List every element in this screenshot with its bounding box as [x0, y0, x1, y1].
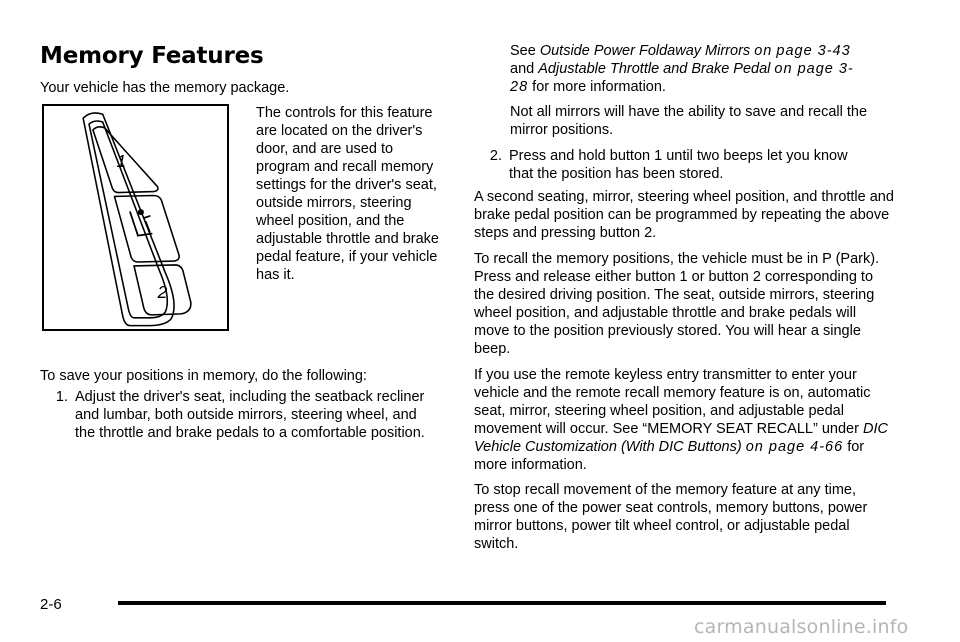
step-2-text: Press and hold button 1 until two beeps let you know that the position has been stored.	[509, 148, 848, 182]
button-2-label: 2	[157, 282, 168, 303]
steps-list-right	[474, 147, 874, 183]
remote-recall-paragraph: If you use the remote keyless entry transmitter to enter your vehicle and the remote recall memory feature is on, automatic seat, mirror, steering wheel position, and adjustable pedal movement will occur. See “MEMORY SEAT RECALL” under DIC Vehicle Customization (With DIC Buttons) on page 4-66 for more information.	[474, 367, 888, 473]
watermark: carmanualsonline.info	[694, 616, 909, 638]
save-intro: To save your positions in memory, do the following:	[40, 368, 367, 384]
controls-description: The controls for this feature are located on the driver's door, and are used to program and recall memory settings for the driver's seat, outside mirrors, steering wheel position, and the adjustable throttle and brake pedal feature, if your vehicle has it.	[256, 105, 439, 283]
xref-dic-customization[interactable]: DIC Vehicle Customization (With DIC Buttons)	[474, 421, 888, 455]
page-number: 2-6	[40, 596, 62, 613]
button-1-label: 1	[116, 151, 127, 172]
xref-throttle-brake-pedal-page[interactable]: on page 3-28	[510, 61, 854, 95]
memory-buttons-illustration	[42, 104, 229, 331]
footer-rule	[118, 601, 886, 605]
step-1	[40, 388, 435, 442]
xref-foldaway-mirrors-on: on	[754, 43, 773, 59]
step-1-number: 1.	[55, 389, 68, 405]
memory-buttons-drawing	[44, 106, 227, 329]
step-1-note: Not all mirrors will have the ability to save and recall the mirror positions.	[510, 104, 868, 138]
step-2-number: 2.	[489, 148, 502, 164]
page-title: Memory Features	[40, 43, 264, 69]
stop-recall-paragraph: To stop recall movement of the memory feature at any time, press one of the power seat controls, memory buttons, power mirror buttons, power tilt wheel control, or adjustable pedal switch.	[474, 482, 868, 552]
step-1-text: Adjust the driver's seat, including the seatback recliner and lumbar, both outside mirrors, steering wheel, and the throttle and brake pedals to a comfortable position.	[75, 389, 425, 441]
xref-dic-customization-page[interactable]: on page 4-66	[745, 439, 844, 455]
step-2	[474, 147, 874, 183]
steps-list-left	[40, 388, 435, 442]
xref-throttle-brake-pedal[interactable]: Adjustable Throttle and Brake Pedal	[538, 61, 771, 77]
recall-paragraph: To recall the memory positions, the vehicle must be in P (Park). Press and release either button 1 or button 2 corresponding to the desired driving position. The seat, outside mirrors, steering wheel position, and adjustable throttle and brake pedals will move to the position previously stored. You will hear a single beep.	[474, 251, 880, 357]
xref-foldaway-mirrors[interactable]: Outside Power Foldaway Mirrors	[539, 43, 751, 59]
second-position-paragraph: A second seating, mirror, steering wheel position, and throttle and brake pedal position can be programmed by repeating the above steps and pressing button 2.	[474, 189, 894, 241]
step-1-reference: See Outside Power Foldaway Mirrors on page 3-43 and Adjustable Throttle and Brake Pedal on page 3-28 for more information.	[510, 43, 854, 95]
intro-text: Your vehicle has the memory package.	[40, 80, 290, 96]
xref-foldaway-mirrors-page[interactable]: page 3-43	[776, 43, 851, 59]
